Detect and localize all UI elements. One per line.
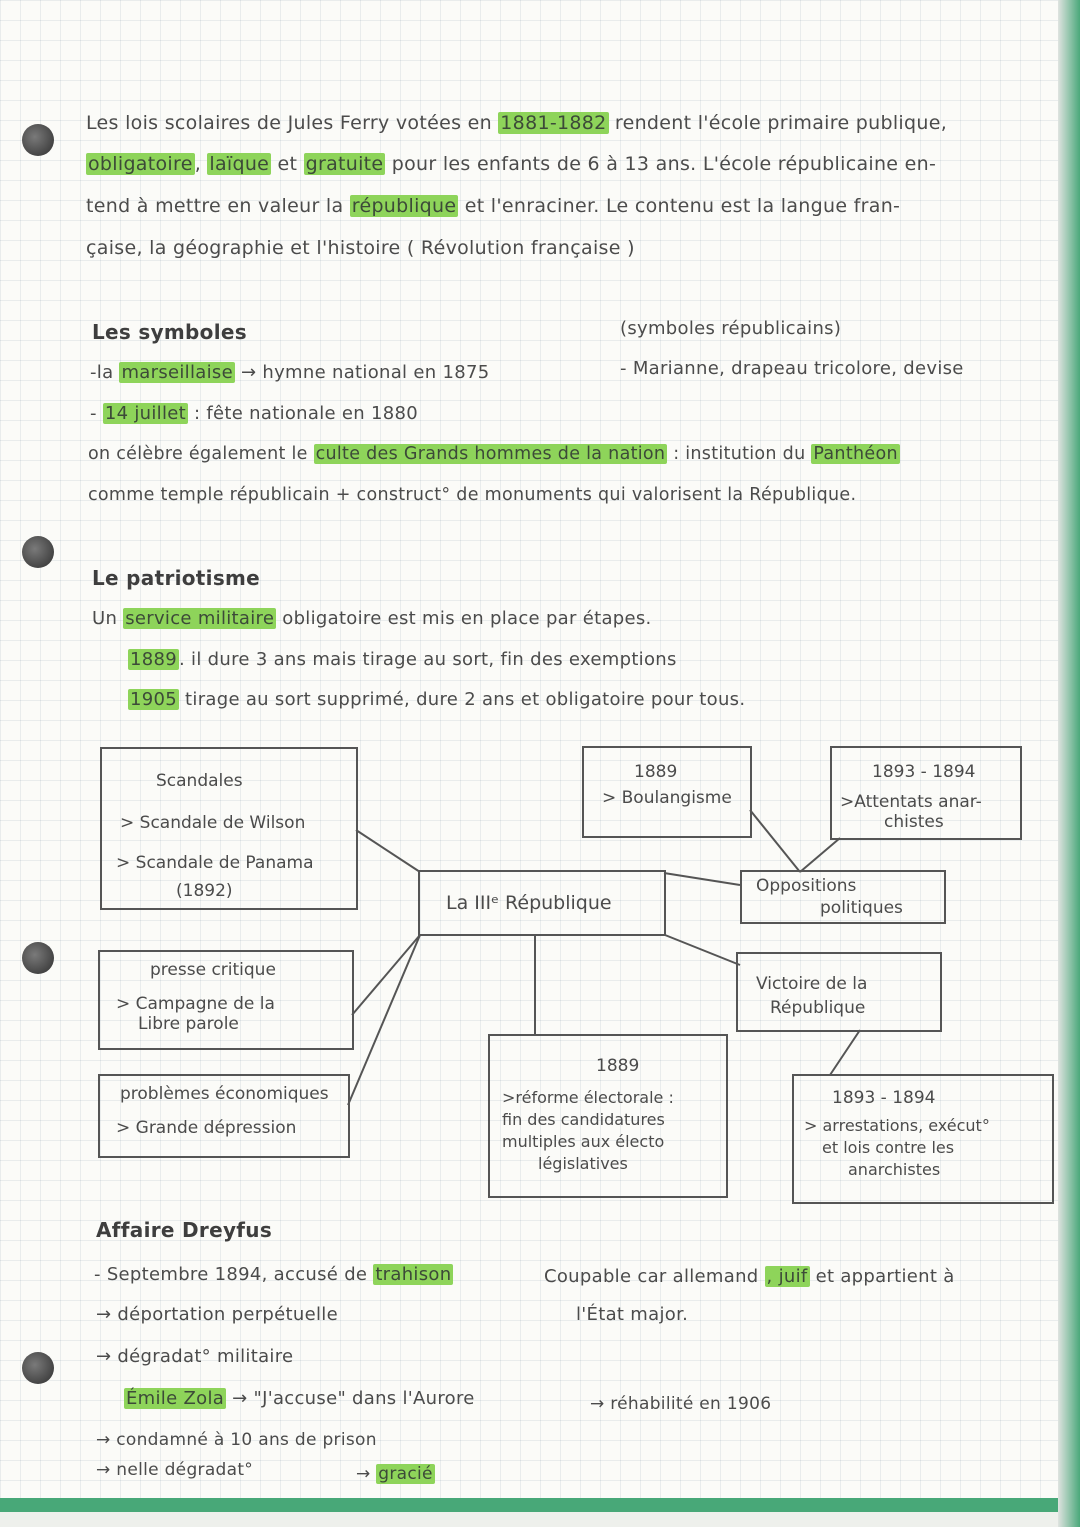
box-reforme-l2: fin des candidatures [502,1110,665,1129]
connector-victoire [665,935,740,965]
dreyfus-line-3: → dégradat° militaire [96,1346,294,1367]
dreyfus-right-6: → gracié [356,1464,433,1484]
patriotisme-line-2: 1889 . il dure 3 ans mais tirage au sort, fin des exemptions [130,649,677,670]
connector-attentats [800,838,840,872]
box-oppositions [740,870,946,924]
symboles-item-1: -la marseillaise → hymne national en 1875 [90,362,490,383]
box-scandales-title: Scandales [156,771,243,791]
intro-line-1: Les lois scolaires de Jules Ferry votées en 1881-1882 rendent l'école primaire publique, [86,112,948,134]
connector-problemes [348,935,420,1105]
dreyfus-right-4: → réhabilité en 1906 [590,1394,772,1414]
connector-scandales [356,830,420,872]
dreyfus-heading: Affaire Dreyfus [96,1218,273,1242]
box-boulangisme-title: 1889 [634,762,678,782]
box-presse-title: presse critique [150,960,276,980]
box-victoire-l1: Victoire de la [756,974,868,994]
patriotisme-heading: Le patriotisme [92,566,261,590]
box-arrestations-l3: anarchistes [848,1160,941,1179]
box-problemes-l1: > Grande dépression [116,1118,297,1138]
intro-line-3: tend à mettre en valeur la république et l'enraciner. Le contenu est la langue fran- [86,195,901,217]
box-victoire-l2: République [770,998,866,1018]
symboles-aside-title: (symboles républicains) [620,318,842,339]
symboles-heading: Les symboles [92,320,247,344]
box-oppositions-l1: Oppositions [756,876,857,896]
connector-oppositions [664,873,740,885]
box-arrestations [792,1074,1054,1204]
box-oppositions-l2: politiques [820,898,903,918]
box-attentats-title: 1893 - 1894 [872,762,976,782]
dreyfus-right-1: Coupable car allemand , juif et appartient à [544,1266,955,1287]
box-problemes [98,1074,350,1158]
intro-line-4: çaise, la géographie et l'histoire ( Révolution française ) [86,237,635,259]
box-reforme [488,1034,728,1198]
box-reforme-title: 1889 [596,1056,640,1076]
box-republique [418,870,666,936]
box-victoire [736,952,942,1032]
connector-arrestations [830,1030,860,1075]
box-attentats-l2: chistes [884,812,944,832]
dreyfus-line-6: → nelle dégradat° [96,1460,254,1480]
box-problemes-title: problèmes économiques [120,1084,329,1104]
box-presse-l2: Libre parole [138,1014,239,1034]
connector-presse [352,935,420,1015]
box-republique-title: La IIIᵉ République [446,892,612,914]
box-reforme-l4: législatives [538,1154,628,1173]
box-boulangisme [582,746,752,838]
box-scandales-l3: (1892) [176,881,233,901]
box-reforme-l3: multiples aux électo [502,1132,665,1151]
dreyfus-line-1: - Septembre 1894, accusé de trahison [94,1264,452,1285]
box-scandales-l2: > Scandale de Panama [116,853,314,873]
symboles-line-3: on célèbre également le culte des Grands hommes de la nation : institution du Panthéon [88,444,898,464]
patriotisme-line-3: 1905 tirage au sort supprimé, dure 2 ans et obligatoire pour tous. [130,689,746,710]
dreyfus-line-4: Émile Zola → "J'accuse" dans l'Aurore [126,1388,475,1409]
box-attentats [830,746,1022,840]
symboles-aside-text: - Marianne, drapeau tricolore, devise [620,358,964,379]
connector-boulangisme [750,810,800,872]
patriotisme-line-1: Un service militaire obligatoire est mis en place par étapes. [92,608,652,629]
box-scandales-l1: > Scandale de Wilson [120,813,306,833]
symboles-line-4: comme temple républicain + construct° de monuments qui valorisent la République. [88,485,857,505]
dreyfus-line-2: → déportation perpétuelle [96,1304,338,1325]
box-attentats-l1: >Attentats anar- [840,792,982,812]
dreyfus-line-5: → condamné à 10 ans de prison [96,1430,377,1450]
box-scandales [100,747,358,910]
box-presse-l1: > Campagne de la [116,994,275,1014]
box-reforme-l1: >réforme électorale : [502,1088,674,1107]
box-arrestations-l1: > arrestations, exécut° [804,1116,990,1135]
dreyfus-right-2: l'État major. [576,1304,689,1325]
box-arrestations-title: 1893 - 1894 [832,1088,936,1108]
box-boulangisme-l1: > Boulangisme [602,788,732,808]
symboles-item-2: - 14 juillet : fête nationale en 1880 [90,403,419,424]
intro-line-2: obligatoire , laïque et gratuite pour les enfants de 6 à 13 ans. L'école républicaine en- [88,153,937,175]
box-presse [98,950,354,1050]
box-arrestations-l2: et lois contre les [822,1138,955,1157]
